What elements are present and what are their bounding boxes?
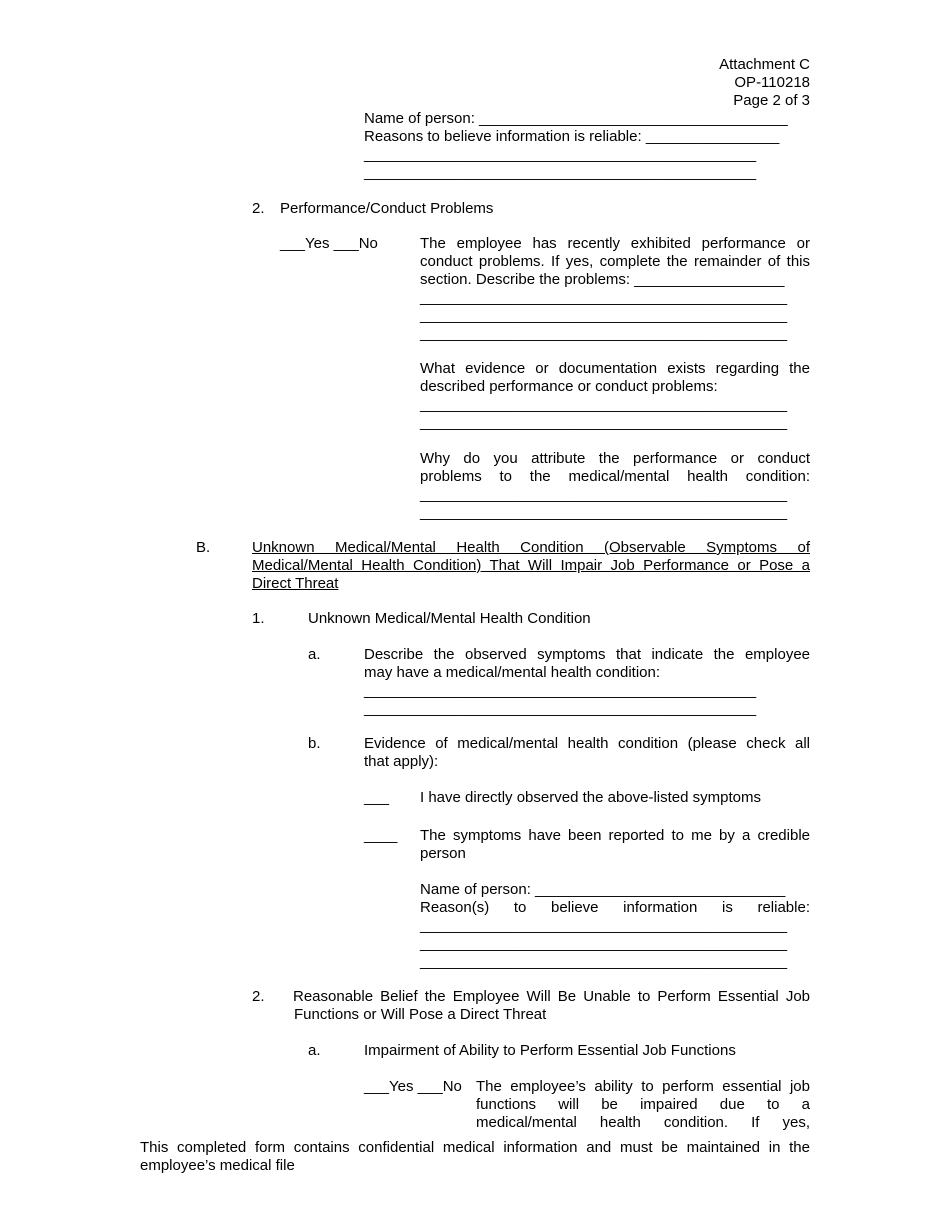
item2a-yes-no: ___Yes ___No <box>364 1078 462 1095</box>
b-blank-line: ____________________________________________ <box>420 917 788 934</box>
section-b-letter: B. <box>196 539 211 556</box>
perf-text-line: conduct problems. If yes, complete the remainder of this <box>420 253 810 270</box>
perf-attribute-line: Why do you attribute the performance or conduct <box>420 450 810 467</box>
check1-text: I have directly observed the above-listed symptoms <box>420 789 761 806</box>
footer-line: employee’s medical file <box>140 1157 295 1174</box>
impair-text-line: The employee’s ability to perform essential job <box>476 1078 810 1095</box>
perf-number: 2. <box>252 200 265 217</box>
b-name-of-person: Name of person: ______________________________ <box>420 881 786 898</box>
item2-number: 2. <box>252 988 265 1005</box>
b-blank-line: ____________________________________________ <box>420 935 788 952</box>
item1a-blank-line: _______________________________________________ <box>364 700 757 717</box>
check1-blank[interactable]: ___ <box>364 789 390 806</box>
perf-text-line: The employee has recently exhibited performance or <box>420 235 810 252</box>
item2a-title: Impairment of Ability to Perform Essential Job Functions <box>364 1042 736 1059</box>
perf-blank-line: ____________________________________________ <box>420 289 788 306</box>
section-b-title-line: Direct Threat <box>252 575 339 592</box>
item2-title-line: Reasonable Belief the Employee Will Be Unable to Perform Essential Job <box>293 988 810 1005</box>
b-reasons-label: Reason(s) to believe information is reliable: <box>420 899 810 916</box>
item1a-text-line: Describe the observed symptoms that indicate the employee <box>364 646 810 663</box>
perf-blank-line: ____________________________________________ <box>420 504 788 521</box>
item1a-text-line: may have a medical/mental health condition: <box>364 664 661 681</box>
perf-yes-no: ___Yes ___No <box>280 235 378 252</box>
document-number: OP-110218 <box>734 74 810 91</box>
item1a-blank-line: _______________________________________________ <box>364 682 757 699</box>
perf-title: Performance/Conduct Problems <box>280 200 494 217</box>
footer-line: This completed form contains confidential medical information and must be maintained in the <box>140 1139 810 1156</box>
impair-text-line: medical/mental health condition. If yes, <box>476 1114 810 1131</box>
attachment-label: Attachment C <box>719 56 810 73</box>
perf-blank-line: ____________________________________________ <box>420 414 788 431</box>
page-number: Page 2 of 3 <box>733 92 810 109</box>
perf-evidence-line: What evidence or documentation exists regarding the <box>420 360 810 377</box>
section-b-title-line: Medical/Mental Health Condition) That Will Impair Job Performance or Pose a <box>252 557 810 574</box>
perf-blank-line: ____________________________________________ <box>420 325 788 342</box>
item1-title: Unknown Medical/Mental Health Condition <box>308 610 591 627</box>
check2-text-line: person <box>420 845 466 862</box>
perf-evidence-line: described performance or conduct problems: <box>420 378 718 395</box>
impair-text-line: functions will be impaired due to a <box>476 1096 810 1113</box>
perf-blank-line: ____________________________________________ <box>420 486 788 503</box>
check2-blank[interactable]: ____ <box>364 827 398 844</box>
perf-blank-line: ____________________________________________ <box>420 396 788 413</box>
item1b-text-line: Evidence of medical/mental health condition (please check all <box>364 735 810 752</box>
check2-text-line: The symptoms have been reported to me by a credible <box>420 827 810 844</box>
item2a-letter: a. <box>308 1042 321 1059</box>
item1b-text-line: that apply): <box>364 753 439 770</box>
section-b-title-line: Unknown Medical/Mental Health Condition (Observable Symptoms of <box>252 539 810 556</box>
item1a-letter: a. <box>308 646 321 663</box>
item1b-letter: b. <box>308 735 321 752</box>
item2-title-line: Functions or Will Pose a Direct Threat <box>294 1006 547 1023</box>
top-blank-line: _______________________________________________ <box>364 146 757 163</box>
item1-number: 1. <box>252 610 265 627</box>
perf-text-line: section. Describe the problems: __________________ <box>420 271 785 288</box>
top-reasons-reliable: Reasons to believe information is reliable: ________________ <box>364 128 780 145</box>
perf-blank-line: ____________________________________________ <box>420 307 788 324</box>
top-name-of-person: Name of person: _____________________________________ <box>364 110 788 127</box>
perf-attribute-line: problems to the medical/mental health condition: <box>420 468 810 485</box>
top-blank-line: _______________________________________________ <box>364 164 757 181</box>
b-blank-line: ____________________________________________ <box>420 953 788 970</box>
